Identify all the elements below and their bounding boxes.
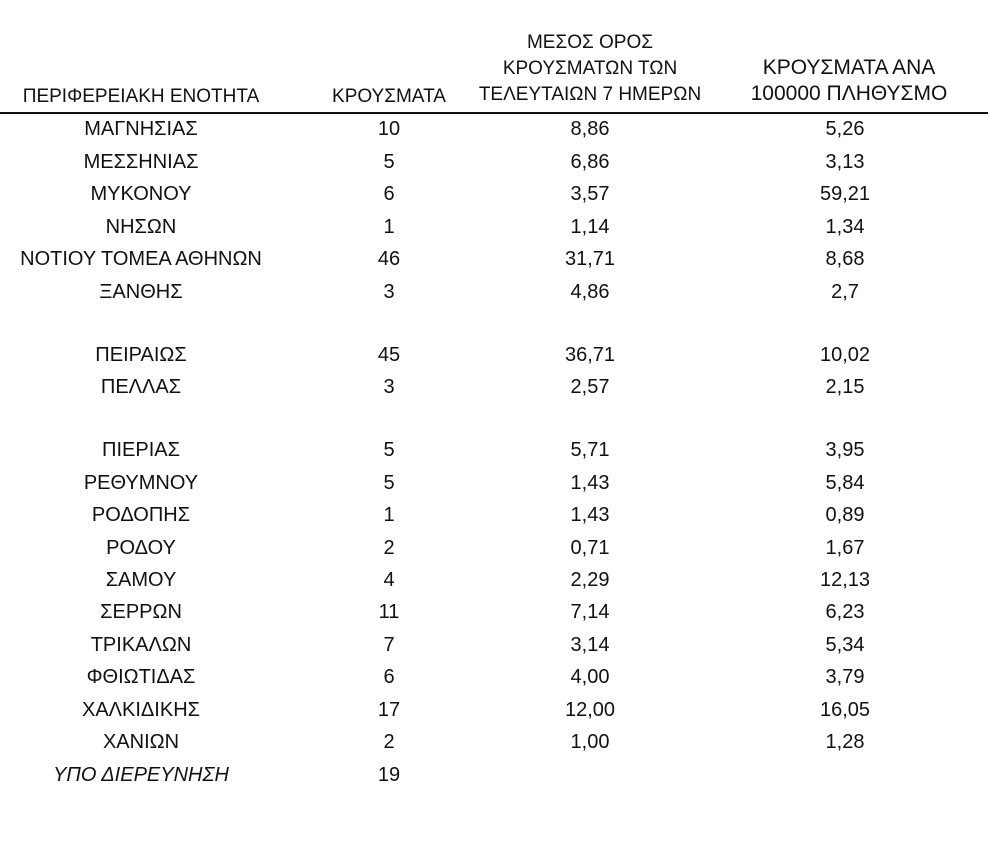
cell-cases: 3 xyxy=(383,281,395,303)
cell-average-7-days: 2,57 xyxy=(570,376,610,398)
table-row xyxy=(0,597,1000,627)
cell-region: ΡΟΔΟΥ xyxy=(106,537,176,559)
cell-cases: 6 xyxy=(383,183,395,205)
table-row xyxy=(0,760,1000,790)
cell-average-7-days: 4,86 xyxy=(570,281,610,303)
cell-average-7-days: 8,86 xyxy=(570,118,610,140)
cell-average-7-days: 0,71 xyxy=(570,537,610,559)
cell-cases-per-100k: 0,89 xyxy=(825,504,865,526)
table-row xyxy=(0,212,1000,242)
cell-average-7-days: 3,14 xyxy=(570,634,610,656)
cell-cases: 5 xyxy=(383,439,395,461)
table-row xyxy=(0,372,1000,402)
cell-average-7-days: 36,71 xyxy=(564,344,616,366)
cell-cases: 7 xyxy=(383,634,395,656)
table-header xyxy=(0,0,1000,112)
cell-region: ΣΕΡΡΩΝ xyxy=(100,601,182,623)
table-row xyxy=(0,565,1000,595)
cell-average-7-days: 2,29 xyxy=(570,569,610,591)
cell-average-7-days: 1,00 xyxy=(570,731,610,753)
table-row xyxy=(0,114,1000,144)
cell-region: ΜΕΣΣΗΝΙΑΣ xyxy=(83,151,199,173)
header-per100k-line-1: ΚΡΟΥΣΜΑΤΑ ΑΝΑ xyxy=(762,56,936,79)
cell-cases-per-100k: 3,13 xyxy=(825,151,865,173)
table-row xyxy=(0,662,1000,692)
cell-region: ΡΕΘΥΜΝΟΥ xyxy=(83,472,199,494)
cell-cases-per-100k xyxy=(745,760,945,790)
table-row xyxy=(0,630,1000,660)
table-row xyxy=(0,244,1000,274)
cell-average-7-days: 12,00 xyxy=(564,699,616,721)
cell-region: ΝΗΣΩΝ xyxy=(105,216,177,238)
header-cases-per-100k xyxy=(730,55,968,107)
table-row xyxy=(0,727,1000,757)
cell-region: ΞΑΝΘΗΣ xyxy=(99,281,183,303)
cell-average-7-days: 1,43 xyxy=(570,472,610,494)
table-row xyxy=(0,695,1000,725)
header-average-line-3: ΤΕΛΕΥΤΑΙΩΝ 7 ΗΜΕΡΩΝ xyxy=(478,84,702,105)
table-row xyxy=(0,468,1000,498)
cell-cases-per-100k: 10,02 xyxy=(819,344,871,366)
cell-cases: 45 xyxy=(377,344,401,366)
cell-cases-per-100k: 3,79 xyxy=(825,666,865,688)
table-row xyxy=(0,340,1000,370)
table-row xyxy=(0,179,1000,209)
table-row xyxy=(0,533,1000,563)
cell-average-7-days: 1,43 xyxy=(570,504,610,526)
cell-cases-per-100k: 1,34 xyxy=(825,216,865,238)
cell-cases: 11 xyxy=(378,601,400,623)
cell-average-7-days: 1,14 xyxy=(570,216,610,238)
header-per100k-line-2: 100000 ΠΛΗΘΥΣΜΟ xyxy=(750,82,948,105)
cell-cases-per-100k: 1,67 xyxy=(825,537,865,559)
header-region xyxy=(0,84,282,110)
cell-region: ΠΙΕΡΙΑΣ xyxy=(102,439,180,461)
cell-cases-per-100k: 59,21 xyxy=(819,183,871,205)
cell-cases-per-100k: 5,84 xyxy=(825,472,865,494)
cell-cases: 4 xyxy=(383,569,395,591)
cell-region: ΣΑΜΟΥ xyxy=(105,569,177,591)
cell-cases-per-100k: 5,26 xyxy=(825,118,865,140)
cell-cases-per-100k: 16,05 xyxy=(819,699,871,721)
cell-cases: 3 xyxy=(383,376,395,398)
cell-region: ΥΠΟ ΔΙΕΡΕΥΝΗΣΗ xyxy=(53,764,229,786)
cell-cases-per-100k: 5,34 xyxy=(825,634,865,656)
cell-average-7-days xyxy=(490,760,690,790)
cell-average-7-days: 7,14 xyxy=(570,601,610,623)
cell-region: ΡΟΔΟΠΗΣ xyxy=(91,504,191,526)
cell-cases-per-100k: 3,95 xyxy=(825,439,865,461)
table-row xyxy=(0,147,1000,177)
cell-cases: 46 xyxy=(377,248,401,270)
header-cases xyxy=(318,84,460,110)
cell-average-7-days: 6,86 xyxy=(570,151,610,173)
header-average-line-1: ΜΕΣΟΣ ΟΡΟΣ xyxy=(526,32,654,53)
cell-cases: 1 xyxy=(383,216,395,238)
cell-cases-per-100k: 2,7 xyxy=(831,281,859,303)
header-cases-line: ΚΡΟΥΣΜΑΤΑ xyxy=(332,86,446,107)
cell-region: ΝΟΤΙΟΥ ΤΟΜΕΑ ΑΘΗΝΩΝ xyxy=(20,248,262,270)
cell-region: ΠΕΛΛΑΣ xyxy=(100,376,182,398)
cell-cases: 2 xyxy=(383,731,395,753)
cell-average-7-days: 5,71 xyxy=(570,439,610,461)
cell-region: ΠΕΙΡΑΙΩΣ xyxy=(95,344,187,366)
cell-region: ΜΥΚΟΝΟΥ xyxy=(90,183,192,205)
cell-cases: 17 xyxy=(377,699,401,721)
cell-region: ΧΑΛΚΙΔΙΚΗΣ xyxy=(82,699,200,721)
cell-cases: 1 xyxy=(383,504,395,526)
table-row xyxy=(0,435,1000,465)
cell-average-7-days: 3,57 xyxy=(570,183,610,205)
cell-average-7-days: 31,71 xyxy=(564,248,616,270)
cell-cases: 19 xyxy=(377,764,401,786)
cell-cases-per-100k: 8,68 xyxy=(825,248,865,270)
cell-cases: 6 xyxy=(383,666,395,688)
cell-region: ΧΑΝΙΩΝ xyxy=(102,731,180,753)
header-region-line: ΠΕΡΙΦΕΡΕΙΑΚΗ ΕΝΟΤΗΤΑ xyxy=(22,86,260,107)
cell-cases-per-100k: 1,28 xyxy=(825,731,865,753)
cell-region: ΦΘΙΩΤΙΔΑΣ xyxy=(86,666,196,688)
cell-cases-per-100k: 6,23 xyxy=(825,601,865,623)
header-average-line-2: ΚΡΟΥΣΜΑΤΩΝ ΤΩΝ xyxy=(502,58,678,79)
table-row xyxy=(0,277,1000,307)
cell-cases: 5 xyxy=(383,472,395,494)
cell-region: ΤΡΙΚΑΛΩΝ xyxy=(90,634,192,656)
cell-cases-per-100k: 2,15 xyxy=(825,376,865,398)
cell-cases: 2 xyxy=(383,537,395,559)
cell-cases: 10 xyxy=(377,118,401,140)
cell-region: ΜΑΓΝΗΣΙΑΣ xyxy=(84,118,198,140)
table-row xyxy=(0,500,1000,530)
cell-average-7-days: 4,00 xyxy=(570,666,610,688)
cell-cases-per-100k: 12,13 xyxy=(819,569,871,591)
header-average-7-days xyxy=(466,30,714,108)
cell-cases: 5 xyxy=(383,151,395,173)
